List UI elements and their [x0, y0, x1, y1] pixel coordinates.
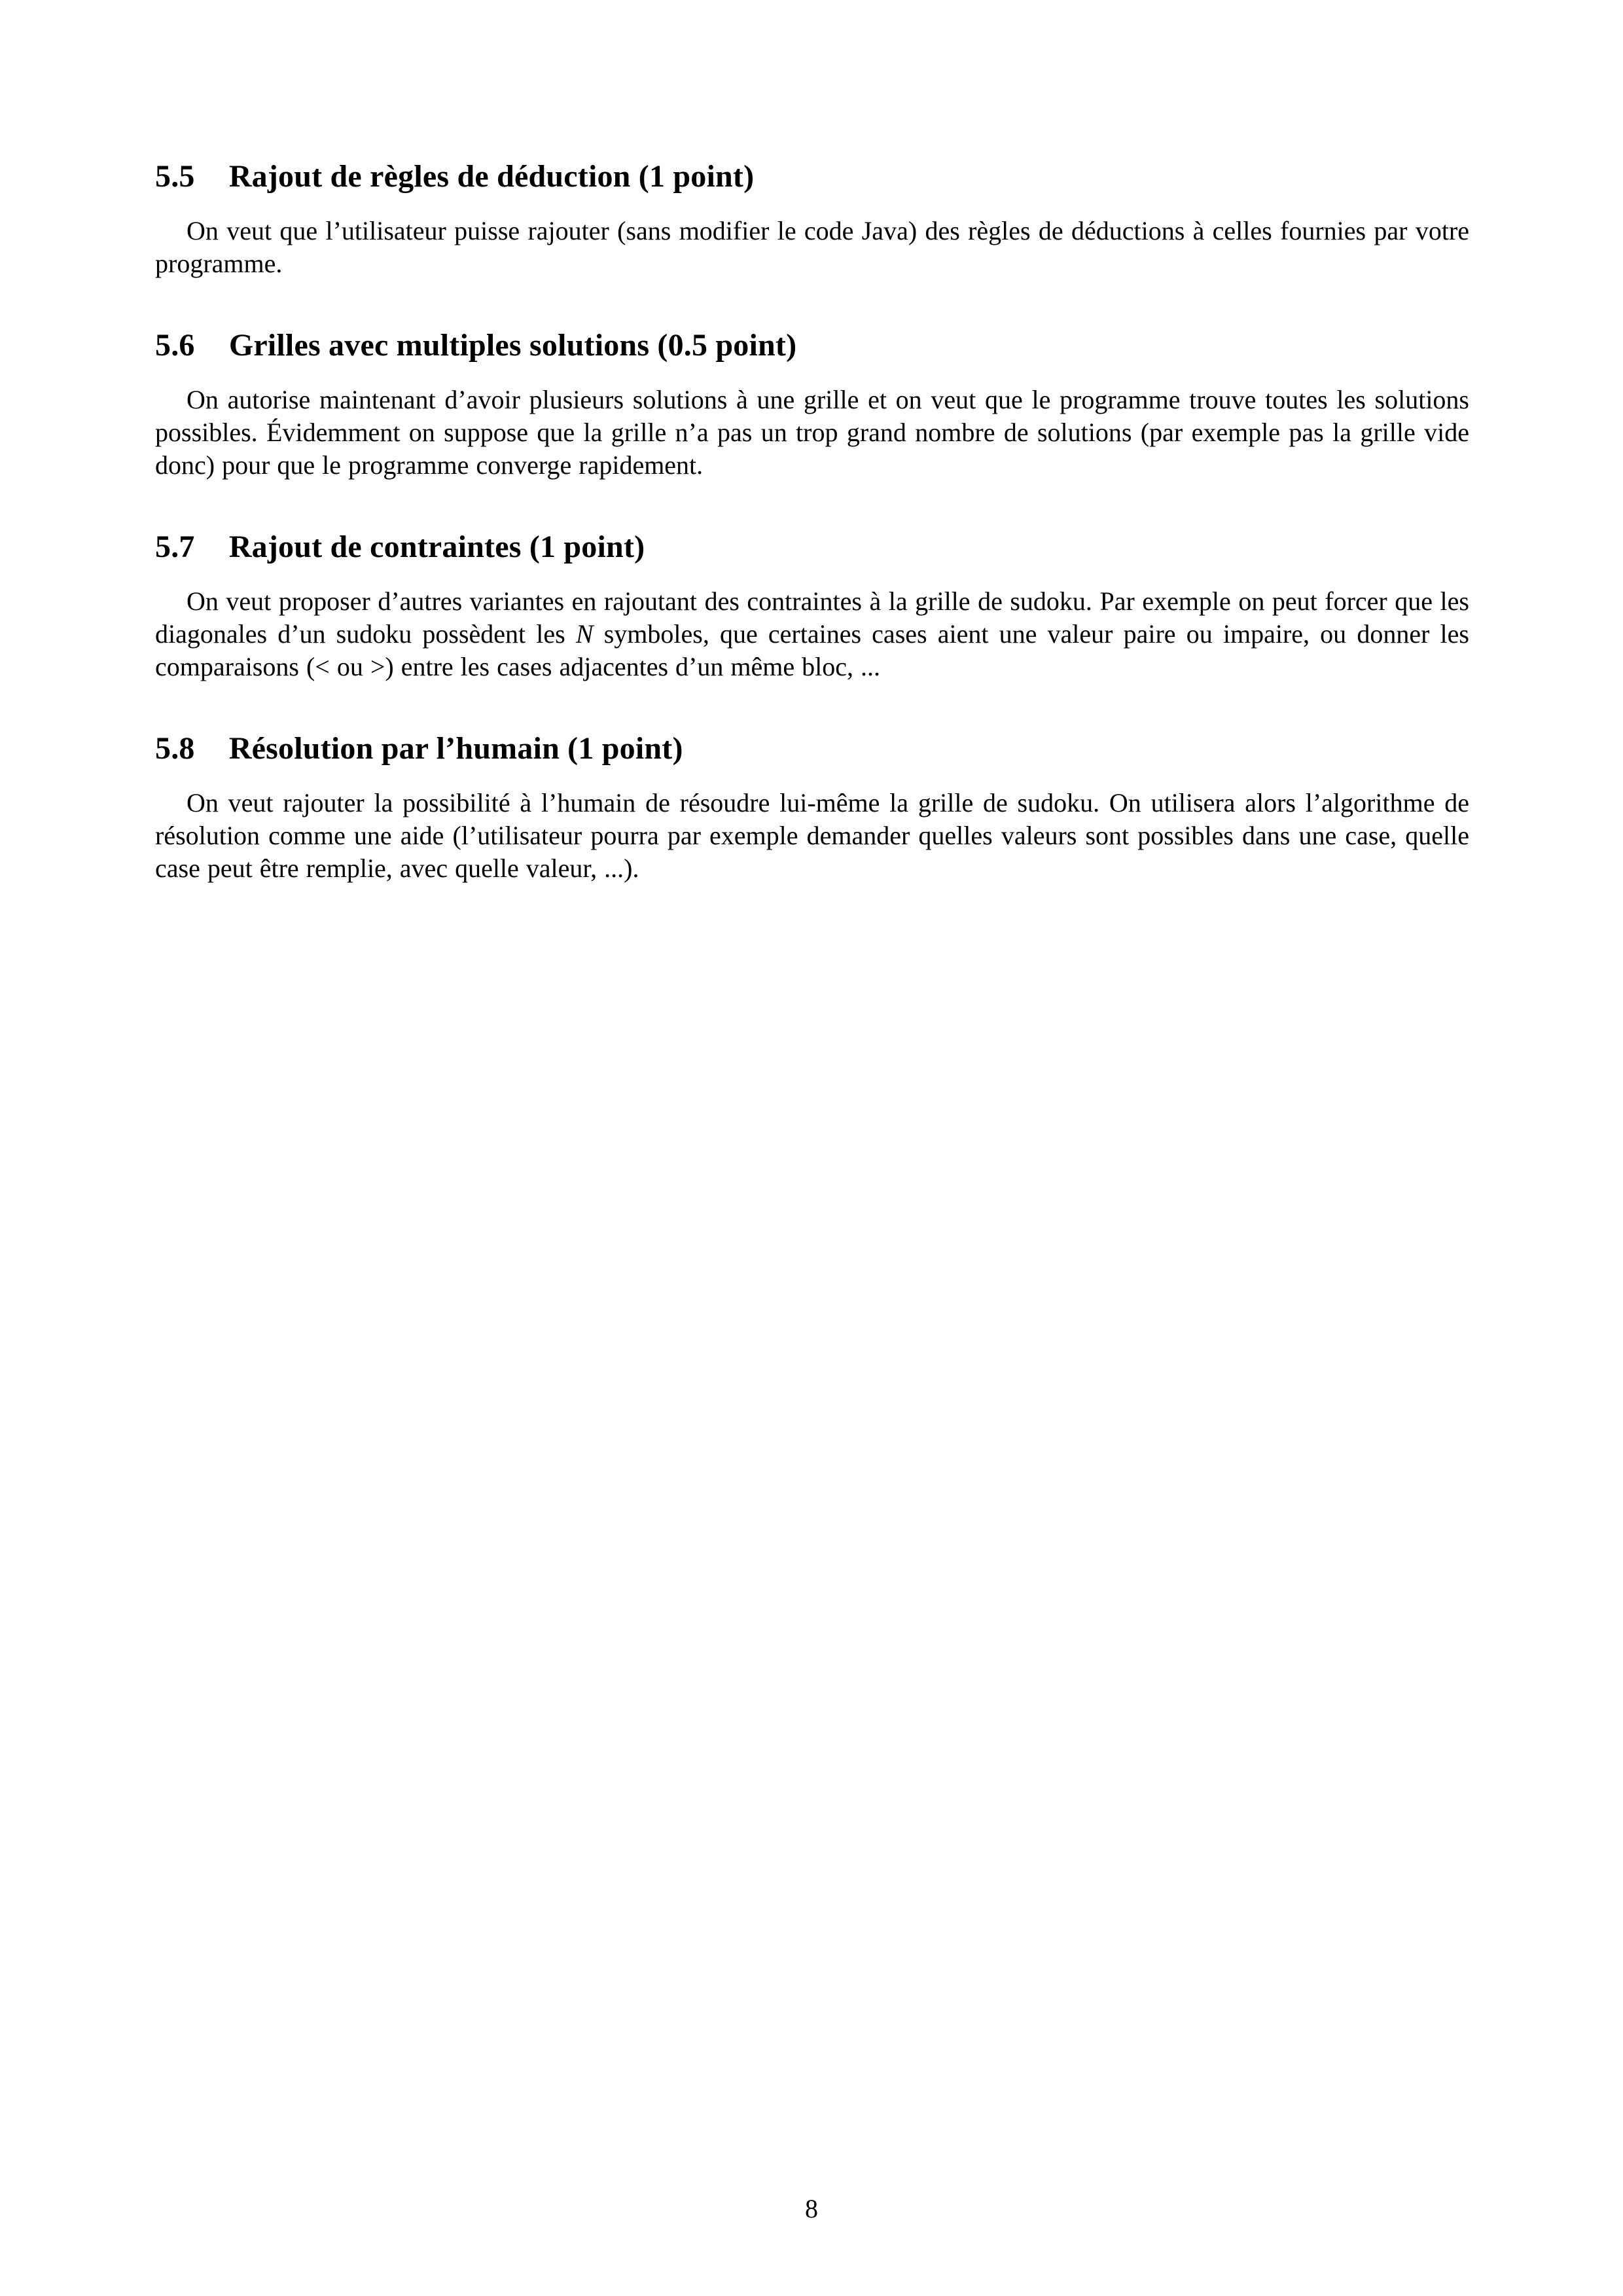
section-5-7-text-after-math: symboles, que certaines cases aient une valeur paire ou impaire, ou donner les comparaisons (< ou >) entre les cases adjacentes d’un même bloc, ...	[155, 619, 1469, 681]
page-number: 8	[805, 2194, 818, 2223]
section-5-8-paragraph: On veut rajouter la possibilité à l’humain de résoudre lui-même la grille de sudoku. On utilisera alors l’algorithme de résolution comme une aide (l’utilisateur pourra par exemple demander quelles valeurs sont possibles dans une case, quelle case peut être remplie, avec quelle valeur, ...).	[155, 788, 1469, 883]
section-5-6	[155, 326, 1469, 482]
section-5-7-title: Rajout de contraintes (1 point)	[228, 529, 645, 564]
section-5-8	[155, 729, 1469, 885]
section-5-6-heading	[155, 326, 1469, 365]
section-5-8-number: 5.8	[155, 731, 195, 766]
section-5-8-title: Résolution par l’humain (1 point)	[228, 731, 683, 766]
section-5-6-number: 5.6	[155, 328, 195, 363]
section-5-5	[155, 157, 1469, 280]
section-5-5-paragraph: On veut que l’utilisateur puisse rajouter (sans modifier le code Java) des règles de déductions à celles fournies par votre programme.	[155, 216, 1469, 278]
section-5-6-paragraph: On autorise maintenant d’avoir plusieurs solutions à une grille et on veut que le programme trouve toutes les solutions possibles. Évidemment on suppose que la grille n’a pas un trop grand nombre de solutions (par exemple pas la grille vide donc) pour que le programme converge rapidement.	[155, 385, 1469, 480]
section-5-8-heading	[155, 729, 1469, 768]
section-5-7-heading	[155, 528, 1469, 567]
section-5-5-number: 5.5	[155, 159, 195, 194]
section-5-5-title: Rajout de règles de déduction (1 point)	[228, 159, 755, 194]
section-5-7-number: 5.7	[155, 529, 195, 564]
section-5-7-text-before-math: On veut proposer d’autres variantes en rajoutant des contraintes à la grille de sudoku. Par exemple on peut forcer que les diagonales d’un sudoku possèdent les	[155, 586, 1469, 649]
section-5-6-title: Grilles avec multiples solutions (0.5 point)	[228, 328, 797, 363]
section-5-5-heading	[155, 157, 1469, 196]
section-5-7-paragraph	[155, 585, 1469, 683]
page-content	[155, 157, 1469, 885]
page-footer	[0, 2193, 1623, 2225]
math-variable-n: N	[575, 619, 594, 649]
section-5-7	[155, 528, 1469, 683]
